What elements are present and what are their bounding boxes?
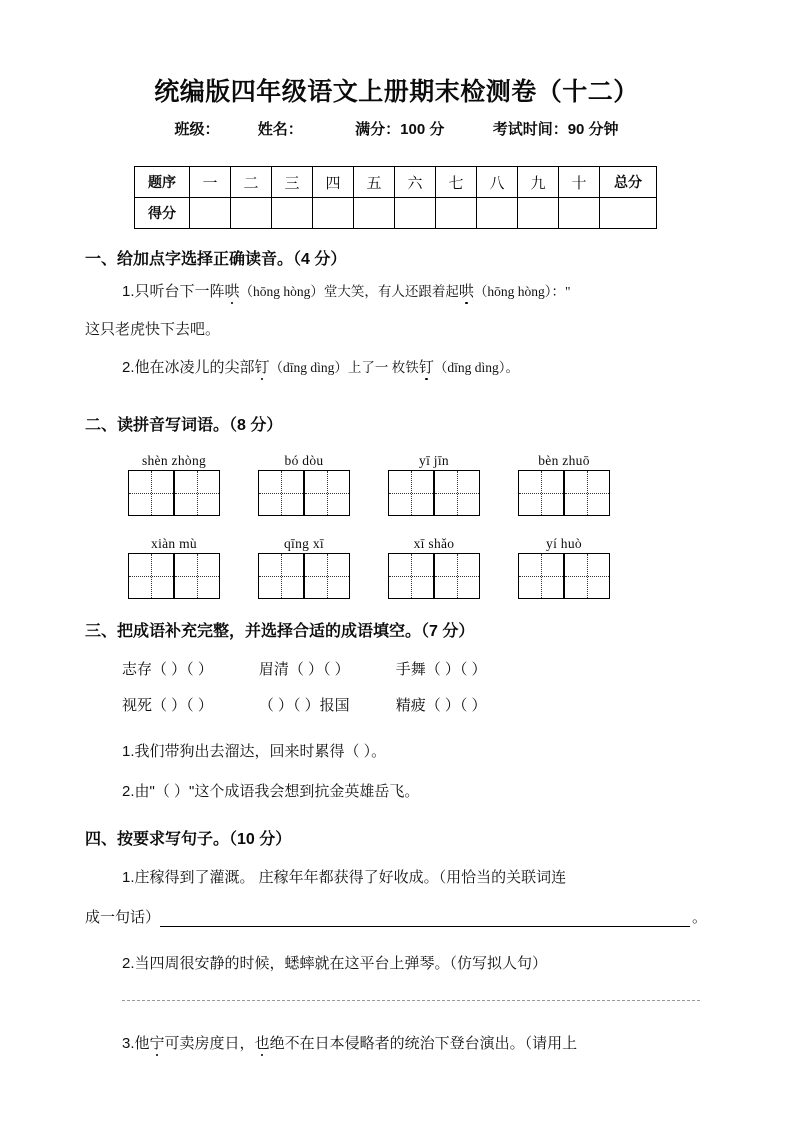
name-label: 姓名：	[257, 121, 303, 138]
item-text-b: （hōng hòng）堂大笑，有人还跟着起	[239, 284, 459, 299]
tianzi-cell[interactable]	[434, 470, 480, 516]
score-table	[134, 166, 657, 229]
full-score-label: 满分：100 分	[355, 121, 445, 138]
tianzi-cell[interactable]	[564, 470, 610, 516]
item-text[interactable]: 我们带狗出去溜达，回来时累得（ ）。	[134, 743, 387, 760]
pinyin-label-yi-huo: yí huò	[546, 536, 582, 551]
idiom-row-1	[122, 658, 487, 679]
pinyin-grid-group-8	[518, 535, 610, 599]
section-4-item-1-line-2-prefix: 成一句话）	[85, 909, 161, 926]
page-title: 统编版四年级语文上册期末检测卷（十二）	[154, 78, 639, 106]
col-header-total: 总分	[600, 167, 657, 198]
item-text-a: 他在冰凌儿的尖部	[134, 359, 255, 376]
tianzi-cell[interactable]	[128, 470, 174, 516]
table-row-score	[135, 198, 657, 229]
section-heading-3	[85, 618, 474, 641]
item-text-a: 只听台下一阵	[134, 283, 225, 300]
score-cell-5[interactable]	[354, 198, 395, 229]
section-3-number: 三、	[85, 623, 118, 640]
item-index: 2.	[122, 359, 135, 376]
item-index: 1.	[122, 869, 135, 886]
col-header-6: 六	[395, 167, 436, 198]
section-1-item-1-line-2: 这只老虎快下去吧。	[85, 321, 221, 338]
section-1-item-1-line-1	[122, 280, 571, 301]
item-text: 庄稼得到了灌溉。 庄稼年年都获得了好收成。（用恰当的关联词连	[134, 869, 567, 886]
pinyin-grid-group-2	[258, 452, 350, 516]
idiom-baoguo[interactable]: （ ）（ ）报国	[258, 697, 350, 714]
col-header-10: 十	[559, 167, 600, 198]
col-header-1: 一	[190, 167, 231, 198]
score-cell-10[interactable]	[559, 198, 600, 229]
section-1-title: 给加点字选择正确读音。	[117, 251, 294, 268]
pinyin-label-bo-dou: bó dòu	[284, 453, 324, 468]
idiom-shisi[interactable]: 视死（ ）（ ）	[122, 697, 213, 714]
idiom-jingpi[interactable]: 精疲（ ）（ ）	[395, 697, 487, 714]
answer-line-dashed-2[interactable]	[122, 1000, 700, 1001]
tianzi-grid-ben-zhuo[interactable]	[518, 470, 610, 516]
tianzi-cell[interactable]	[564, 553, 610, 599]
tianzi-cell[interactable]	[518, 470, 564, 516]
idiom-shouwu[interactable]: 手舞（ ）（ ）	[395, 661, 487, 678]
section-2-points: （8 分）	[229, 417, 283, 434]
pinyin-grid-group-7	[388, 535, 480, 599]
section-4-number: 四、	[85, 831, 118, 848]
class-label: 班级：	[174, 121, 220, 138]
idiom-zhicun[interactable]: 志存（ ）（ ）	[122, 661, 213, 678]
row-label-score: 得分	[135, 198, 190, 229]
item-text-b: （dīng dìng）上了一 枚铁	[269, 360, 419, 375]
score-cell-4[interactable]	[313, 198, 354, 229]
section-1-number: 一、	[85, 251, 118, 268]
pinyin-grid-group-5	[128, 535, 220, 599]
exam-time-label: 考试时间：90 分钟	[492, 121, 619, 138]
tianzi-grid-xi-shao[interactable]	[388, 553, 480, 599]
section-heading-2	[85, 412, 282, 435]
col-header-9: 九	[518, 167, 559, 198]
tianzi-cell[interactable]	[304, 553, 350, 599]
tianzi-cell[interactable]	[174, 553, 220, 599]
col-header-4: 四	[313, 167, 354, 198]
col-header-8: 八	[477, 167, 518, 198]
score-cell-3[interactable]	[272, 198, 313, 229]
tianzi-cell[interactable]	[258, 470, 304, 516]
section-3-fill-item-1	[122, 740, 386, 761]
tianzi-cell[interactable]	[518, 553, 564, 599]
section-2-number: 二、	[85, 417, 118, 434]
score-cell-8[interactable]	[477, 198, 518, 229]
pinyin-label-qing-xi: qīng xī	[284, 536, 324, 551]
pinyin-label-xian-mu: xiàn mù	[151, 536, 197, 551]
tianzi-grid-yi-huo[interactable]	[518, 553, 610, 599]
item-index: 1.	[122, 743, 135, 760]
col-header-7: 七	[436, 167, 477, 198]
pinyin-grid-group-6	[258, 535, 350, 599]
tianzi-cell[interactable]	[258, 553, 304, 599]
row-label-question-order: 题序	[135, 167, 190, 198]
section-2-title: 读拼音写词语。	[117, 417, 230, 434]
item-text-suffix: 绝不在日本侵略者的统治下登台演出。（请用上	[269, 1035, 578, 1052]
col-header-3: 三	[272, 167, 313, 198]
score-cell-7[interactable]	[436, 198, 477, 229]
section-4-item-3	[122, 1032, 577, 1053]
tianzi-cell[interactable]	[174, 470, 220, 516]
section-heading-4	[85, 826, 291, 849]
pinyin-grid-group-1	[128, 452, 220, 516]
tianzi-cell[interactable]	[304, 470, 350, 516]
score-cell-1[interactable]	[190, 198, 231, 229]
dotted-char-hong-2: 哄	[459, 280, 474, 301]
item-index: 2.	[122, 955, 135, 972]
tianzi-grid-xian-mu[interactable]	[128, 553, 220, 599]
pinyin-grid-group-3	[388, 452, 480, 516]
score-cell-6[interactable]	[395, 198, 436, 229]
tianzi-cell[interactable]	[434, 553, 480, 599]
col-header-5: 五	[354, 167, 395, 198]
item-text-prefix: 他	[134, 1035, 150, 1052]
dotted-char-ye: 也	[255, 1032, 270, 1053]
section-3-points: （7 分）	[421, 623, 475, 640]
score-cell-2[interactable]	[231, 198, 272, 229]
table-row-question-index	[135, 167, 657, 198]
dotted-char-hong-1: 哄	[225, 280, 240, 301]
section-3-fill-item-2	[122, 780, 419, 801]
tianzi-grid-yi-jin[interactable]	[388, 470, 480, 516]
pinyin-grid-group-4	[518, 452, 610, 516]
dotted-char-ding-2: 钉	[419, 356, 434, 377]
idiom-meiqing[interactable]: 眉清（ ）（ ）	[258, 661, 350, 678]
item-text-c: （hōng hòng）："	[473, 284, 571, 299]
section-heading-1	[85, 246, 346, 269]
section-1-points: （4 分）	[293, 251, 347, 268]
section-4-item-2	[122, 952, 547, 973]
pinyin-label-shen-zhong: shèn zhòng	[141, 453, 207, 468]
tianzi-grid-bo-dou[interactable]	[258, 470, 350, 516]
answer-line-1-period: 。	[692, 909, 708, 926]
section-3-title: 把成语补充完整，并选择合适的成语填空。	[117, 623, 422, 640]
section-4-points: （10 分）	[229, 831, 292, 848]
pinyin-label-xi-shao: xī shǎo	[413, 536, 455, 551]
section-1-item-2	[122, 356, 519, 377]
exam-info-bar	[0, 118, 793, 139]
item-text-c: （dīng dìng）。	[433, 360, 519, 375]
tianzi-cell[interactable]	[388, 553, 434, 599]
idiom-row-2	[122, 694, 487, 715]
item-index: 2.	[122, 783, 135, 800]
section-4-item-1-line-1	[122, 866, 566, 887]
score-cell-total[interactable]	[600, 198, 657, 229]
tianzi-grid-qing-xi[interactable]	[258, 553, 350, 599]
answer-line-solid-1[interactable]	[160, 926, 690, 927]
item-text[interactable]: 由"（ ）"这个成语我会想到抗金英雄岳飞。	[134, 783, 420, 800]
dotted-char-ding-1: 钉	[255, 356, 270, 377]
tianzi-grid-shen-zhong[interactable]	[128, 470, 220, 516]
score-cell-9[interactable]	[518, 198, 559, 229]
item-text: 当四周很安静的时候，蟋蟀就在这平台上弹琴。（仿写拟人句）	[134, 955, 548, 972]
pinyin-label-yi-jin: yī jīn	[419, 453, 449, 468]
section-4-title: 按要求写句子。	[117, 831, 230, 848]
tianzi-cell[interactable]	[128, 553, 174, 599]
dotted-char-ning: 宁	[150, 1032, 165, 1053]
col-header-2: 二	[231, 167, 272, 198]
item-index: 1.	[122, 283, 135, 300]
item-text-mid: 可卖房度日，	[164, 1035, 255, 1052]
tianzi-cell[interactable]	[388, 470, 434, 516]
item-index: 3.	[122, 1035, 135, 1052]
pinyin-label-ben-zhuo: bèn zhuō	[538, 453, 590, 468]
